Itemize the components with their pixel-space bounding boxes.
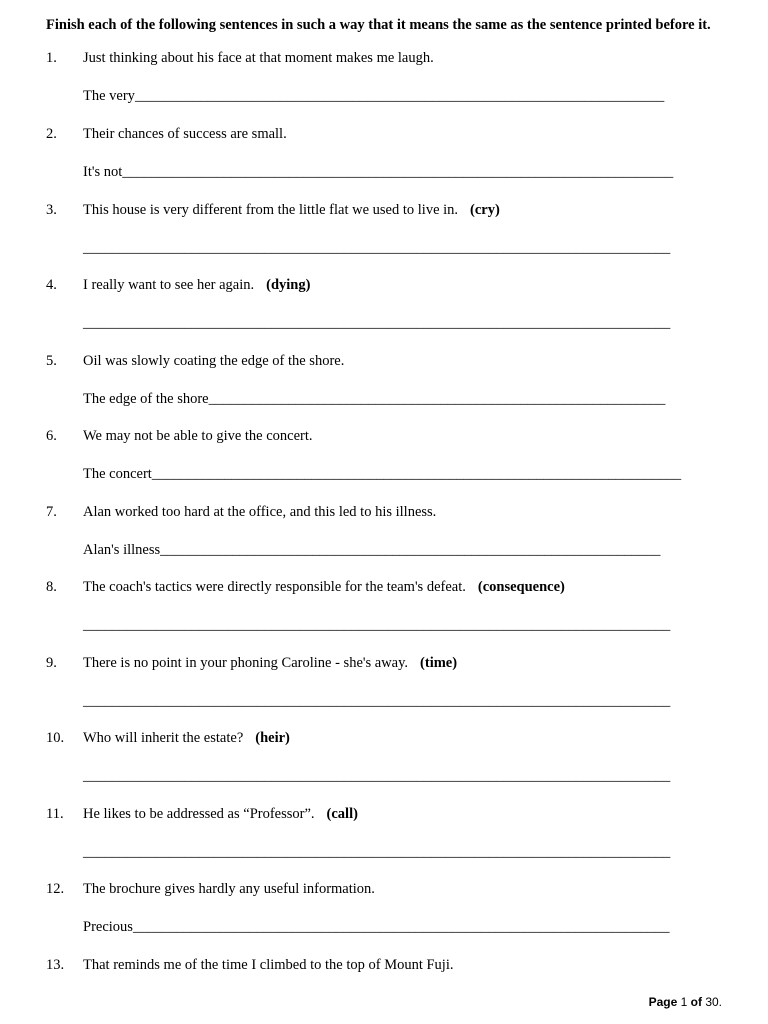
question-sentence	[83, 428, 313, 445]
answer-blank[interactable]: _________________________________________________________________________________	[83, 768, 671, 784]
question-sentence	[83, 579, 565, 596]
page-total: 30.	[705, 995, 722, 1009]
question-sentence	[83, 202, 500, 219]
question-number: 7.	[46, 504, 57, 520]
answer-prompt: The edge of the shore	[83, 391, 209, 407]
answer-line[interactable]	[83, 693, 670, 710]
question-number: 8.	[46, 579, 57, 595]
answer-blank[interactable]: _________________________________________________________________________________	[83, 617, 671, 633]
page-number: 1	[680, 995, 688, 1009]
sentence-text: Just thinking about his face at that moment makes me laugh.	[83, 50, 434, 66]
answer-prompt: The concert	[83, 466, 152, 482]
question-sentence	[83, 504, 436, 521]
answer-blank[interactable]: _________________________________________________________________________________	[83, 240, 671, 256]
question-number: 9.	[46, 655, 57, 671]
question-sentence	[83, 881, 375, 898]
answer-blank[interactable]: _______________________________________________________________	[208, 391, 666, 407]
question-number: 11.	[46, 806, 64, 822]
answer-prompt: Precious	[83, 919, 133, 935]
question-number: 1.	[46, 50, 57, 66]
of-label: of	[690, 995, 702, 1009]
keyword: (heir)	[255, 730, 290, 746]
answer-blank[interactable]: _________________________________________________________________________________	[83, 315, 671, 331]
answer-blank[interactable]: _________________________________________________________________________	[134, 88, 665, 104]
page-label: Page	[648, 995, 678, 1009]
instructions: Finish each of the following sentences in such a way that it means the same as the sentence printed before it.	[46, 17, 711, 33]
question-number: 6.	[46, 428, 57, 444]
keyword: (cry)	[470, 202, 500, 218]
answer-blank[interactable]: _________________________________________________________________________________	[83, 693, 671, 709]
answer-line[interactable]	[83, 391, 665, 408]
keyword: (time)	[420, 655, 458, 671]
question-number: 4.	[46, 277, 57, 293]
answer-line[interactable]	[83, 240, 670, 257]
sentence-text: The coach's tactics were directly responsible for the team's defeat.	[83, 579, 466, 595]
answer-prompt: It's not	[83, 164, 123, 180]
sentence-text: Alan worked too hard at the office, and this led to his illness.	[83, 504, 437, 520]
question-number: 3.	[46, 202, 57, 218]
question-sentence	[83, 126, 287, 143]
answer-prompt: The very	[83, 88, 135, 104]
question-sentence	[83, 957, 454, 974]
sentence-text: Who will inherit the estate?	[83, 730, 244, 746]
question-sentence	[83, 50, 434, 67]
sentence-text: The brochure gives hardly any useful information.	[83, 881, 375, 897]
sentence-text: We may not be able to give the concert.	[83, 428, 313, 444]
sentence-text: Their chances of success are small.	[83, 126, 287, 142]
question-sentence	[83, 806, 358, 823]
sentence-text: That reminds me of the time I climbed to the top of Mount Fuji.	[83, 957, 454, 973]
answer-blank[interactable]: ____________________________________________________________________________	[122, 164, 674, 180]
answer-line[interactable]	[83, 315, 670, 332]
sentence-text: I really want to see her again.	[83, 277, 255, 293]
question-number: 5.	[46, 353, 57, 369]
answer-line[interactable]	[83, 844, 670, 861]
sentence-text: He likes to be addressed as “Professor”.	[83, 806, 315, 822]
answer-line[interactable]	[83, 768, 670, 785]
answer-line[interactable]	[83, 164, 673, 181]
question-sentence	[83, 277, 310, 294]
question-number: 10.	[46, 730, 65, 746]
keyword: (dying)	[266, 277, 311, 293]
question-number: 12.	[46, 881, 65, 897]
answer-line[interactable]	[83, 466, 681, 483]
sentence-text: This house is very different from the little flat we used to live in.	[83, 202, 459, 218]
answer-blank[interactable]: _________________________________________________________________________	[151, 466, 682, 482]
page-footer	[649, 995, 722, 1009]
answer-blank[interactable]: _________________________________________________________________________________	[83, 844, 671, 860]
question-number: 13.	[46, 957, 65, 973]
answer-prompt: Alan's illness	[83, 542, 161, 558]
question-number: 2.	[46, 126, 57, 142]
answer-line[interactable]	[83, 88, 664, 105]
keyword: (call)	[326, 806, 358, 822]
sentence-text: Oil was slowly coating the edge of the shore.	[83, 353, 345, 369]
sentence-text: There is no point in your phoning Caroline - she's away.	[83, 655, 409, 671]
question-sentence	[83, 730, 290, 747]
question-sentence	[83, 655, 457, 672]
answer-line[interactable]	[83, 919, 669, 936]
answer-line[interactable]	[83, 542, 660, 559]
answer-blank[interactable]: __________________________________________________________________________	[132, 919, 670, 935]
answer-blank[interactable]: _____________________________________________________________________	[160, 542, 661, 558]
keyword: (consequence)	[477, 579, 565, 595]
question-sentence	[83, 353, 344, 370]
answer-line[interactable]	[83, 617, 670, 634]
